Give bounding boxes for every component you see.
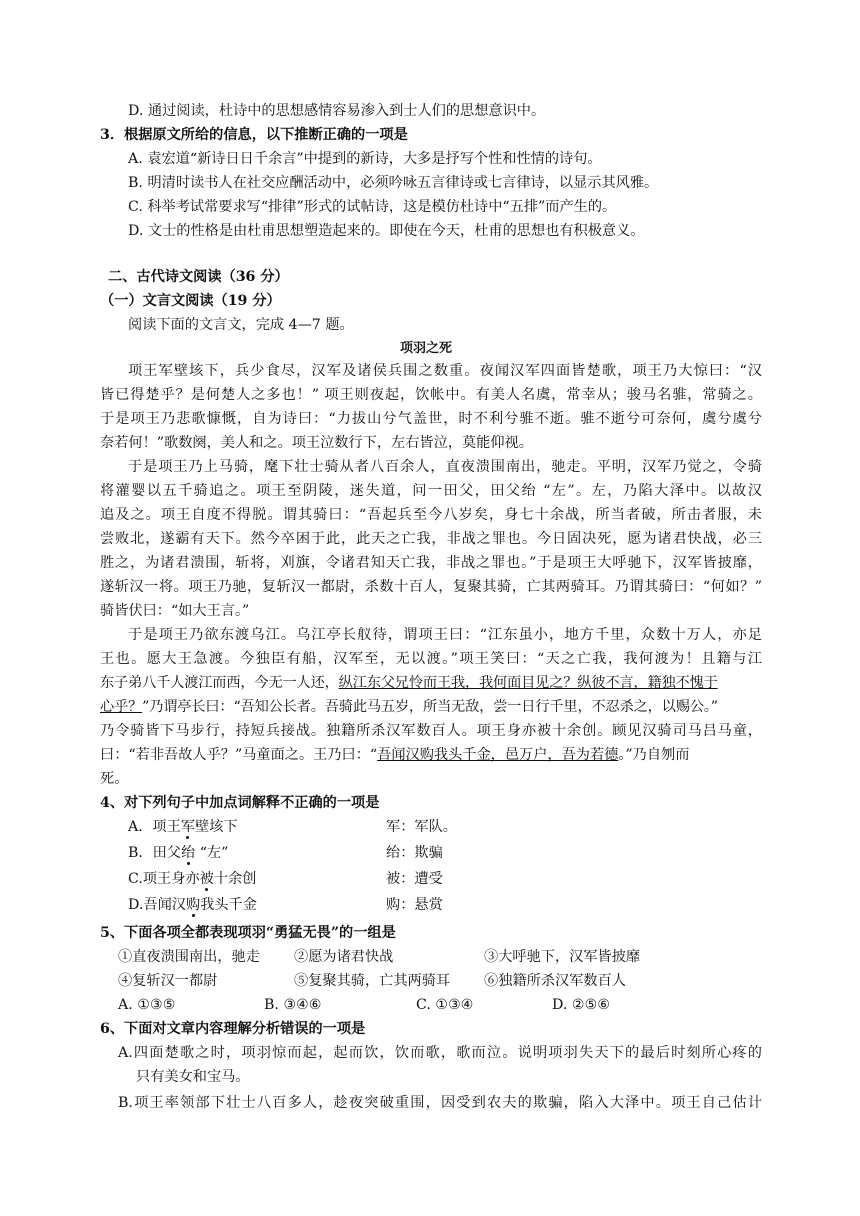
dotted-word: 绐 (181, 845, 196, 861)
passage-line: 于是项王乃欲东渡乌江。乌江亭长舣待，谓项王曰：“江东虽小，地方千里，众数十万人，亦足 (128, 627, 762, 643)
q4-option-b: B．田父绐 “左” (128, 845, 229, 861)
q3-stem: 3．根据原文所给的信息，以下推断正确的一项是 (100, 127, 408, 143)
passage-title: 项羽之死 (400, 341, 453, 356)
passage-line: 骑皆伏曰：“如大王言。” (100, 603, 250, 619)
q5-option-d: D. ②⑤⑥ (552, 997, 611, 1013)
passage-line: 皆已得楚乎？是何楚人之多也！” 项王则夜起，饮帐中。有美人名虞，常幸从；骏马名骓，常骑之。 (100, 387, 762, 403)
passage-text: 。”乃自刎而 (618, 747, 690, 763)
q3-option-a: A. 袁宏道“新诗日日千余言”中提到的新诗，大多是抒写个性和性情的诗句。 (128, 151, 602, 167)
passage-line: 王也。愿大王急渡。今独臣有船，汉军至，无以渡。”项王笑曰：“天之亡我，我何渡为！且籍与江 (100, 651, 762, 667)
passage-line: 胜之，为诸君溃围，斩将，刈旗，令诸君知天亡我，非战之罪也。”于是项王大呼驰下，汉军皆披靡， (100, 555, 762, 571)
q5-item: ①直夜溃围南出，驰走 (118, 949, 260, 965)
q5-item: ②愿为诸君快战 (294, 949, 394, 965)
passage-line: 项王军壁垓下，兵少食尽，汉军及诸侯兵围之数重。夜闻汉军四面皆楚歌，项王乃大惊曰：“汉 (128, 363, 762, 379)
q5-option-c: C. ①③④ (416, 997, 474, 1013)
passage-line: 奈若何！”歌数阕，美人和之。项王泣数行下，左右皆泣，莫能仰视。 (100, 435, 533, 451)
underlined-sentence: 吾闻汉购我头千金，邑万户，吾为若德 (377, 747, 619, 763)
passage-line: 乃令骑皆下马步行，持短兵接战。独籍所杀汉军数百人。项王身亦被十余创。顾见汉骑司马吕马童， (100, 723, 762, 739)
section-2-title: 二、古代诗文阅读（36 分） (108, 269, 289, 285)
passage-text: 曰：“若非吾故人乎？”马童面之。王乃曰：“ (100, 747, 378, 763)
q3-option-c: C. 科举考试常要求写“排律”形式的试帖诗，这是模仿杜诗中“五排”而产生的。 (128, 199, 617, 215)
q4-stem: 4、对下列句子中加点词解释不正确的一项是 (100, 795, 380, 811)
passage-line: 死。 (100, 771, 129, 787)
passage-text: ”乃谓亭长曰：“吾知公长者。吾骑此马五岁，所当无敌，尝一日行千里，不忍杀之，以赐公。” (142, 699, 718, 715)
q6-option-b: B.项王率领部下壮士八百多人，趁夜突破重围，因受到农夫的欺骗，陷入大泽中。项王自己估计 (118, 1095, 762, 1111)
underlined-sentence: 心乎？ (100, 699, 143, 715)
q5-option-a: A. ①③⑤ (118, 997, 176, 1013)
q5-item: ⑤复聚其骑，亡其两骑耳 (294, 973, 451, 989)
q3-option-b: B. 明清时读书人在社交应酬活动中，必须吟咏五言律诗或七言律诗，以显示其风雅。 (128, 175, 659, 191)
q2-option-d: D. 通过阅读，杜诗中的思想感情容易渗入到士人们的思想意识中。 (128, 103, 546, 119)
q4-answer-b: 绐：欺骗 (386, 845, 443, 861)
q4-answer-c: 被：遭受 (386, 871, 443, 887)
passage-text: 东子弟八千人渡江而西，今无一人还， (100, 675, 339, 691)
passage-line (100, 672, 718, 694)
q5-item: ③大呼驰下，汉军皆披靡 (484, 949, 641, 965)
passage-line (100, 744, 689, 766)
q3-option-d: D. 文士的性格是由杜甫思想塑造起来的。即使在今天，杜甫的思想也有积极意义。 (128, 223, 645, 239)
q5-option-b: B. ③④⑥ (264, 997, 322, 1013)
q4-option-a: A．项王军壁垓下 (128, 819, 238, 835)
q6-option-a-cont: 只有美女和宝马。 (136, 1069, 250, 1085)
passage-line: 遂斩汉一将。项王乃驰，复斩汉一都尉，杀数十百人，复聚其骑，亡其两骑耳。乃谓其骑曰：“何如？” (100, 579, 762, 595)
dotted-word: 购 (185, 897, 201, 913)
q4-answer-d: 购：悬赏 (386, 897, 443, 913)
passage-line: 于是项王乃上马骑，麾下壮士骑从者八百余人，直夜溃围南出，驰走。平明，汉军乃觉之，令骑 (128, 459, 762, 475)
q4-answer-a: 军：军队。 (386, 819, 457, 835)
section-2-1-title: （一）文言文阅读（19 分） (100, 293, 281, 309)
passage-line: 追及之。项王自度不得脱。谓其骑曰：“吾起兵至今八岁矣，身七十余战，所当者破，所击者服，未 (100, 507, 762, 523)
q6-stem: 6、下面对文章内容理解分析错误的一项是 (100, 1021, 366, 1037)
q6-option-a: A.四面楚歌之时，项羽惊而起，起而饮，饮而歌，歌而泣。说明项羽失天下的最后时刻所心疼的 (118, 1045, 762, 1061)
q4-option-c: C.项王身亦被十余创 (128, 871, 257, 887)
q4-option-d: D.吾闻汉购我头千金 (128, 897, 257, 913)
q5-item: ④复斩汉一都尉 (118, 973, 218, 989)
dotted-word: 军 (180, 819, 196, 835)
passage-line: 将灌婴以五千骑追之。项王至阴陵，迷失道，问一田父，田父绐 “左”。左，乃陷大泽中。以故汉 (100, 483, 762, 499)
passage-line: 尝败北，遂霸有天下。然今卒困于此，此天之亡我，非战之罪也。今日固决死，愿为诸君快战，必三 (100, 531, 762, 547)
reading-instruction: 阅读下面的文言文，完成 4—7 题。 (128, 317, 354, 333)
q5-item: ⑥独籍所杀汉军数百人 (484, 973, 626, 989)
underlined-sentence: 纵江东父兄怜而王我，我何面目见之？纵彼不言，籍独不愧于 (338, 675, 718, 691)
q5-stem: 5、下面各项全都表现项羽“勇猛无畏”的一组是 (100, 925, 396, 941)
passage-line (100, 696, 718, 718)
passage-line: 于是项王乃悲歌慷慨，自为诗曰：“力拔山兮气盖世，时不利兮骓不逝。骓不逝兮可奈何，虞兮虞兮 (100, 411, 762, 427)
dotted-word: 被 (199, 871, 214, 887)
